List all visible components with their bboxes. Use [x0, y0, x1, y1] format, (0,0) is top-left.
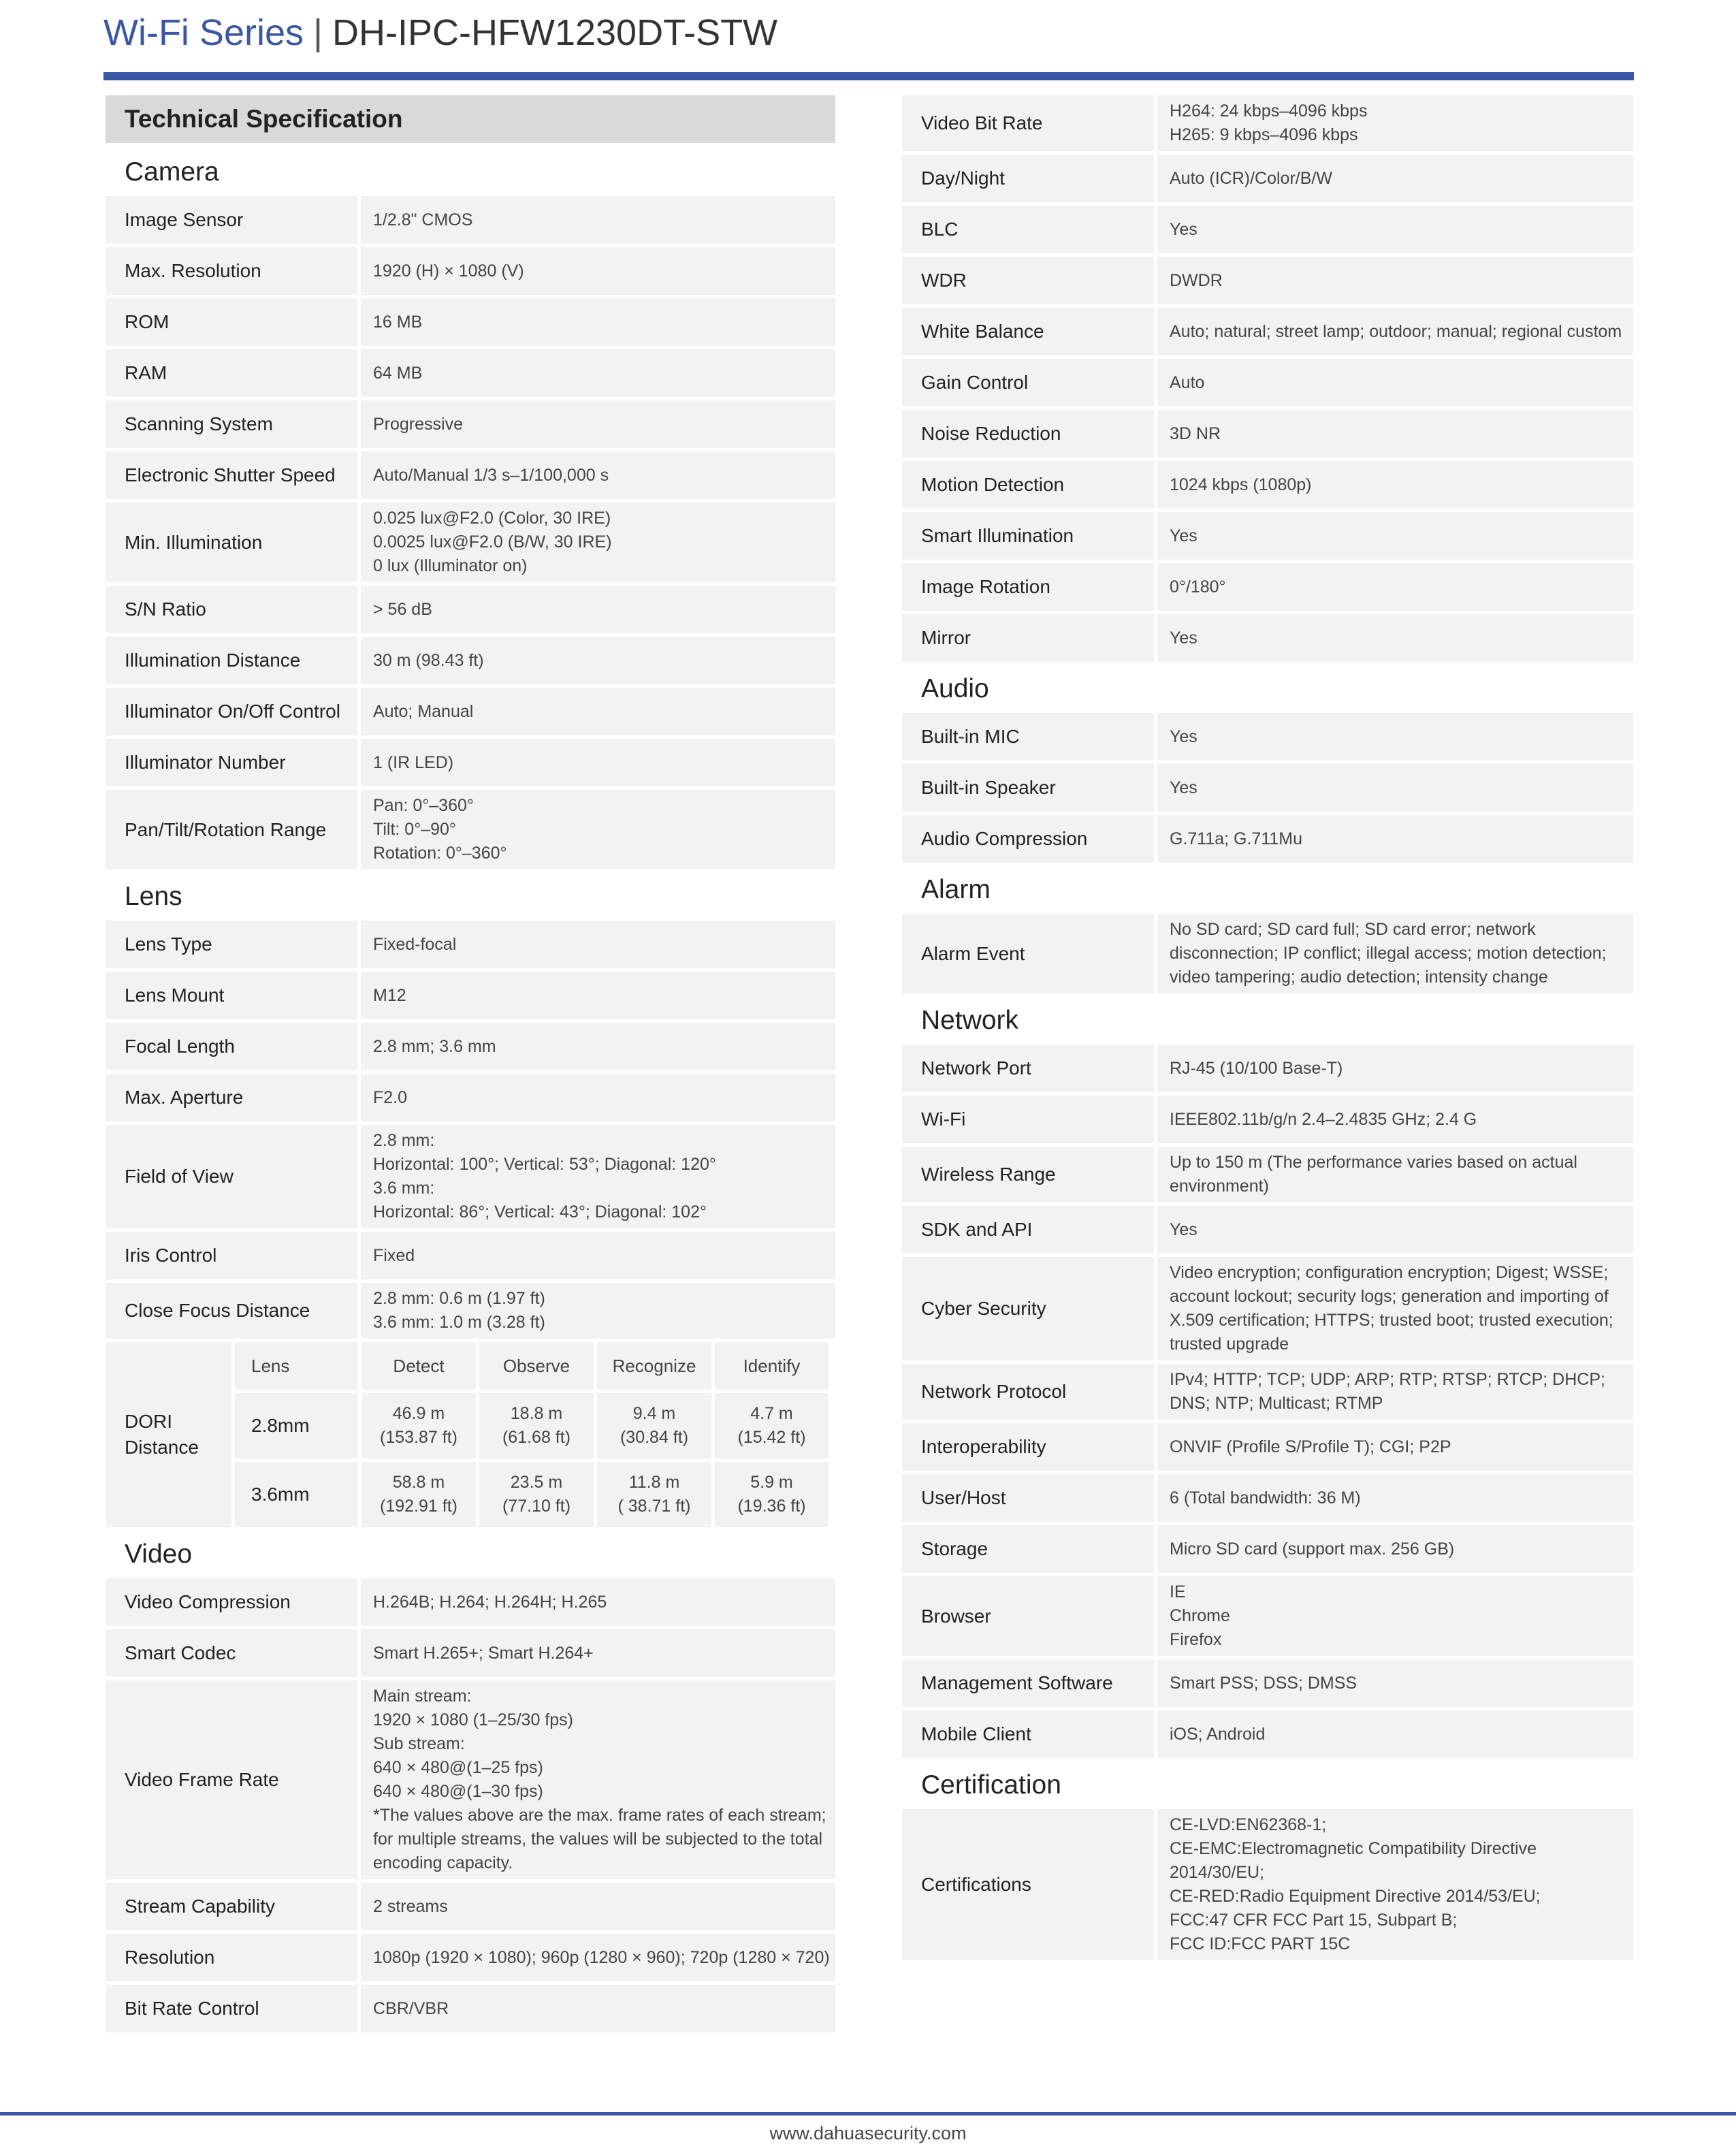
dori-header-detect: Detect — [361, 1342, 476, 1390]
spec-label: Alarm Event — [902, 914, 1154, 993]
spec-row — [106, 1125, 835, 1228]
spec-label: Scanning System — [106, 400, 357, 448]
spec-value: H.264B; H.264; H.264H; H.265 — [361, 1578, 835, 1626]
spec-label: Day/Night — [902, 155, 1154, 202]
spec-label: Built-in MIC — [902, 713, 1154, 761]
spec-value: Pan: 0°–360° Tilt: 0°–90° Rotation: 0°–360° — [361, 790, 835, 869]
spec-title: Technical Specification — [106, 95, 835, 143]
spec-label: Audio Compression — [902, 815, 1154, 863]
spec-value: 2 streams — [361, 1883, 835, 1930]
spec-value: Smart H.265+; Smart H.264+ — [361, 1629, 835, 1677]
left-column — [106, 95, 835, 2036]
spec-label: Min. Illumination — [106, 502, 357, 582]
dori-header-observe: Observe — [479, 1342, 594, 1390]
spec-row — [106, 972, 835, 1019]
right-column — [902, 95, 1633, 1964]
spec-value: CBR/VBR — [361, 1985, 835, 2032]
spec-label: Close Focus Distance — [106, 1283, 357, 1339]
spec-label: Motion Detection — [902, 461, 1154, 509]
spec-label: Electronic Shutter Speed — [106, 451, 357, 499]
spec-label: User/Host — [902, 1474, 1154, 1522]
network-rows — [902, 1044, 1633, 1761]
spec-row — [106, 400, 835, 448]
dori-cell: 4.7 m (15.42 ft) — [715, 1393, 829, 1458]
spec-row — [106, 1680, 835, 1879]
spec-value: CE-LVD:EN62368-1; CE-EMC:Electromagnetic Compatibility Directive 2014/30/EU; CE-RED:Radio Equipment Directive 2014/53/EU; FCC:47 CFR FCC Part 15, Subpart B; FCC ID:FCC PART 15C — [1157, 1809, 1633, 1960]
spec-row — [902, 410, 1633, 458]
spec-row — [106, 196, 835, 244]
spec-value: 2.8 mm: Horizontal: 100°; Vertical: 53°; Diagonal: 120° 3.6 mm: Horizontal: 86°; Vertical: 43°; Diagonal: 102° — [361, 1125, 835, 1228]
spec-row — [902, 1364, 1633, 1420]
spec-label: Resolution — [106, 1934, 357, 1981]
spec-label: Max. Resolution — [106, 247, 357, 295]
spec-label: Wi-Fi — [902, 1096, 1154, 1143]
spec-row — [106, 586, 835, 633]
spec-label: Smart Illumination — [902, 512, 1154, 560]
spec-row — [106, 1934, 835, 1981]
spec-row — [106, 739, 835, 786]
spec-row — [902, 914, 1633, 993]
spec-value: Progressive — [361, 400, 835, 448]
audio-rows — [902, 713, 1633, 866]
section-camera: Camera — [125, 157, 219, 187]
spec-row — [106, 1074, 835, 1121]
spec-value: Micro SD card (support max. 256 GB) — [1157, 1525, 1633, 1573]
spec-label: Focal Length — [106, 1023, 357, 1070]
spec-row — [902, 95, 1633, 151]
spec-value: RJ-45 (10/100 Base-T) — [1157, 1044, 1633, 1092]
spec-value: IEEE802.11b/g/n 2.4–2.4835 GHz; 2.4 G — [1157, 1096, 1633, 1143]
spec-row — [106, 1883, 835, 1930]
spec-row — [902, 1044, 1633, 1092]
spec-value: iOS; Android — [1157, 1710, 1633, 1758]
spec-row — [902, 1096, 1633, 1143]
dori-header-lens: Lens — [235, 1342, 358, 1390]
spec-value: 0°/180° — [1157, 563, 1633, 611]
spec-row — [902, 1423, 1633, 1471]
spec-label: Image Rotation — [902, 563, 1154, 611]
spec-value: Auto; natural; street lamp; outdoor; manual; regional custom — [1157, 308, 1633, 355]
spec-label: S/N Ratio — [106, 586, 357, 633]
spec-label: BLC — [902, 206, 1154, 253]
dori-row-lens: 2.8mm — [235, 1393, 358, 1458]
spec-label: ROM — [106, 298, 357, 346]
spec-row — [106, 688, 835, 735]
spec-row — [902, 1206, 1633, 1254]
spec-label: Illuminator On/Off Control — [106, 688, 357, 735]
section-video: Video — [125, 1539, 193, 1569]
spec-value: 30 m (98.43 ft) — [361, 637, 835, 684]
dori-cell: 23.5 m (77.10 ft) — [479, 1462, 594, 1527]
spec-label: Bit Rate Control — [106, 1985, 357, 2032]
spec-value: 1 (IR LED) — [361, 739, 835, 786]
spec-label: WDR — [902, 257, 1154, 304]
spec-row — [902, 563, 1633, 611]
dori-cell: 18.8 m (61.68 ft) — [479, 1393, 594, 1458]
spec-label: RAM — [106, 349, 357, 397]
spec-label: Video Compression — [106, 1578, 357, 1626]
alarm-rows — [902, 914, 1633, 997]
spec-value: Fixed-focal — [361, 921, 835, 968]
spec-label: Lens Mount — [106, 972, 357, 1019]
spec-label: Iris Control — [106, 1232, 357, 1279]
spec-value: Yes — [1157, 713, 1633, 761]
spec-value: 64 MB — [361, 349, 835, 397]
spec-value: Yes — [1157, 206, 1633, 253]
spec-row — [902, 764, 1633, 812]
spec-row — [902, 1576, 1633, 1656]
spec-value: 1920 (H) × 1080 (V) — [361, 247, 835, 295]
spec-row — [106, 1578, 835, 1626]
certification-rows — [902, 1809, 1633, 1964]
spec-value: Auto — [1157, 359, 1633, 406]
spec-label: Wireless Range — [902, 1147, 1154, 1202]
spec-label: Illumination Distance — [106, 637, 357, 684]
spec-value: 1/2.8" CMOS — [361, 196, 835, 244]
spec-value: No SD card; SD card full; SD card error; network disconnection; IP conflict; illegal access; motion detection; video tampering; audio detection; intensity change — [1157, 914, 1633, 993]
spec-value: Video encryption; configuration encryption; Digest; WSSE; account lockout; security logs; generation and importing of X.509 certification; HTTPS; trusted boot; trusted execution; trusted upgrade — [1157, 1257, 1633, 1360]
section-lens: Lens — [125, 882, 182, 911]
spec-row — [902, 461, 1633, 509]
spec-row — [106, 1283, 835, 1339]
spec-value: Up to 150 m (The performance varies based on actual environment) — [1157, 1147, 1633, 1202]
spec-row — [902, 1525, 1633, 1573]
spec-value: 0.025 lux@F2.0 (Color, 30 IRE) 0.0025 lux@F2.0 (B/W, 30 IRE) 0 lux (Illuminator on) — [361, 502, 835, 582]
spec-label: Smart Codec — [106, 1629, 357, 1677]
spec-value: 6 (Total bandwidth: 36 M) — [1157, 1474, 1633, 1522]
spec-value: Smart PSS; DSS; DMSS — [1157, 1659, 1633, 1707]
spec-label: SDK and API — [902, 1206, 1154, 1254]
dori-label: DORI Distance — [106, 1342, 231, 1527]
spec-label: Certifications — [902, 1809, 1154, 1960]
section-network: Network — [921, 1006, 1019, 1035]
header-separator: | — [313, 12, 323, 53]
spec-label: Pan/Tilt/Rotation Range — [106, 790, 357, 869]
spec-value: DWDR — [1157, 257, 1633, 304]
spec-value: Yes — [1157, 764, 1633, 812]
dori-cell: 11.8 m ( 38.71 ft) — [597, 1462, 711, 1527]
spec-row — [106, 637, 835, 684]
dori-table — [106, 1342, 835, 1527]
spec-value: 2.8 mm: 0.6 m (1.97 ft) 3.6 mm: 1.0 m (3.28 ft) — [361, 1283, 835, 1339]
footer-rule — [0, 2112, 1736, 2116]
spec-row — [902, 1659, 1633, 1707]
dori-cell: 58.8 m (192.91 ft) — [361, 1462, 476, 1527]
spec-value: 16 MB — [361, 298, 835, 346]
spec-value: 1024 kbps (1080p) — [1157, 461, 1633, 509]
model-name: DH-IPC-HFW1230DT-STW — [332, 12, 778, 53]
spec-label: Storage — [902, 1525, 1154, 1573]
spec-row — [106, 451, 835, 499]
spec-label: Field of View — [106, 1125, 357, 1228]
dori-cell: 9.4 m (30.84 ft) — [597, 1393, 711, 1458]
spec-label: Network Protocol — [902, 1364, 1154, 1420]
spec-value: > 56 dB — [361, 586, 835, 633]
spec-row — [902, 206, 1633, 253]
spec-label: Video Bit Rate — [902, 95, 1154, 151]
spec-row — [902, 155, 1633, 202]
spec-value: M12 — [361, 972, 835, 1019]
spec-value: IE Chrome Firefox — [1157, 1576, 1633, 1656]
page-header — [103, 7, 777, 59]
spec-label: Interoperability — [902, 1423, 1154, 1471]
spec-label: Lens Type — [106, 921, 357, 968]
spec-value: Auto; Manual — [361, 688, 835, 735]
spec-label: Management Software — [902, 1659, 1154, 1707]
dori-row-lens: 3.6mm — [235, 1462, 358, 1527]
footer-url: www.dahuasecurity.com — [769, 2123, 967, 2143]
spec-value: Main stream: 1920 × 1080 (1–25/30 fps) Sub stream: 640 × 480@(1–25 fps) 640 × 480@(1–30 fps) *The values above are the max. frame rates of each stream; for multiple streams, the values will be subjected to the total encoding capacity. — [361, 1680, 835, 1879]
spec-value: F2.0 — [361, 1074, 835, 1121]
section-certification: Certification — [921, 1770, 1061, 1800]
spec-value: Fixed — [361, 1232, 835, 1279]
spec-label: Stream Capability — [106, 1883, 357, 1930]
spec-value: 2.8 mm; 3.6 mm — [361, 1023, 835, 1070]
spec-row — [902, 257, 1633, 304]
spec-row — [902, 308, 1633, 355]
spec-row — [106, 1232, 835, 1279]
spec-row — [106, 1023, 835, 1070]
video-cont-rows — [902, 95, 1633, 665]
section-audio: Audio — [921, 674, 989, 703]
spec-row — [106, 349, 835, 397]
spec-value: 3D NR — [1157, 410, 1633, 458]
spec-label: Network Port — [902, 1044, 1154, 1092]
spec-label: Browser — [902, 1576, 1154, 1656]
lens-rows — [106, 921, 835, 1342]
spec-label: Image Sensor — [106, 196, 357, 244]
spec-row — [106, 502, 835, 582]
spec-row — [106, 247, 835, 295]
spec-row — [902, 1257, 1633, 1360]
spec-value: Yes — [1157, 1206, 1633, 1254]
spec-label: Cyber Security — [902, 1257, 1154, 1360]
section-alarm: Alarm — [921, 875, 991, 904]
spec-value: 1080p (1920 × 1080); 960p (1280 × 960); 720p (1280 × 720) — [361, 1934, 835, 1981]
spec-row — [902, 1809, 1633, 1960]
spec-value: Yes — [1157, 512, 1633, 560]
spec-row — [902, 815, 1633, 863]
spec-row — [106, 298, 835, 346]
spec-row — [106, 921, 835, 968]
spec-row — [902, 512, 1633, 560]
spec-label: Mobile Client — [902, 1710, 1154, 1758]
spec-value: H264: 24 kbps–4096 kbps H265: 9 kbps–4096 kbps — [1157, 95, 1633, 151]
spec-value: Auto/Manual 1/3 s–1/100,000 s — [361, 451, 835, 499]
spec-label: Noise Reduction — [902, 410, 1154, 458]
spec-label: Max. Aperture — [106, 1074, 357, 1121]
spec-value: Auto (ICR)/Color/B/W — [1157, 155, 1633, 202]
spec-label: Mirror — [902, 614, 1154, 662]
dori-cell: 5.9 m (19.36 ft) — [715, 1462, 829, 1527]
spec-row — [902, 713, 1633, 761]
camera-rows — [106, 196, 835, 873]
spec-row — [106, 1629, 835, 1677]
spec-label: White Balance — [902, 308, 1154, 355]
spec-label: Video Frame Rate — [106, 1680, 357, 1879]
spec-value: ONVIF (Profile S/Profile T); CGI; P2P — [1157, 1423, 1633, 1471]
dori-header-identify: Identify — [715, 1342, 829, 1390]
spec-row — [902, 1147, 1633, 1202]
spec-label: Gain Control — [902, 359, 1154, 406]
dori-header-recognize: Recognize — [597, 1342, 711, 1390]
spec-row — [902, 1474, 1633, 1522]
spec-row — [106, 1985, 835, 2032]
spec-value: G.711a; G.711Mu — [1157, 815, 1633, 863]
spec-row — [106, 790, 835, 869]
spec-row — [902, 614, 1633, 662]
series-name: Wi-Fi Series — [103, 12, 304, 53]
spec-value: Yes — [1157, 614, 1633, 662]
dori-cell: 46.9 m (153.87 ft) — [361, 1393, 476, 1458]
video-rows — [106, 1578, 835, 2036]
spec-label: Illuminator Number — [106, 739, 357, 786]
spec-row — [902, 359, 1633, 406]
spec-value: IPv4; HTTP; TCP; UDP; ARP; RTP; RTSP; RTCP; DHCP; DNS; NTP; Multicast; RTMP — [1157, 1364, 1633, 1420]
spec-label: Built-in Speaker — [902, 764, 1154, 812]
header-rule — [103, 72, 1634, 80]
spec-row — [902, 1710, 1633, 1758]
